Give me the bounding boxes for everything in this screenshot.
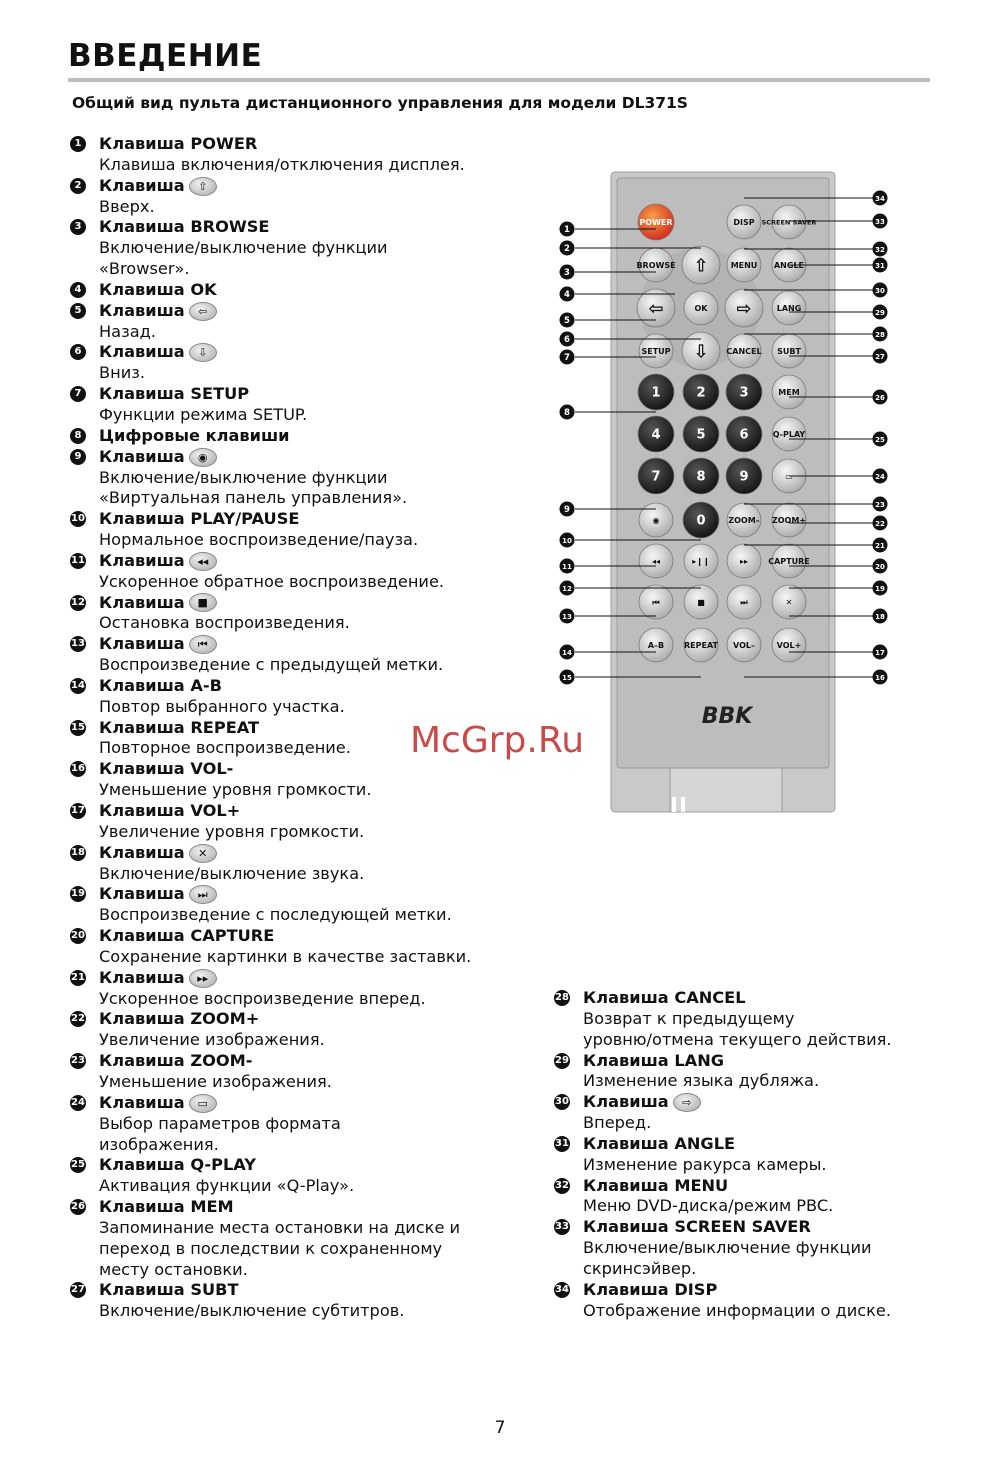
- item-heading: [583, 988, 954, 1009]
- remote-slot-notch: [681, 797, 685, 812]
- remote-button-label: LANG: [776, 303, 802, 313]
- item-heading: [99, 384, 510, 405]
- item-number-badge: 14: [70, 678, 86, 694]
- remote-button-label: 0: [696, 513, 706, 529]
- item-description: Ускоренное обратное воспроизведение.: [99, 571, 445, 591]
- remote-button-label: ▸❙❙: [692, 556, 710, 566]
- remote-button-label: SETUP: [641, 346, 671, 356]
- callout-marker-label: 23: [875, 501, 885, 509]
- item-heading: [99, 509, 510, 530]
- item-description: Меню DVD-диска/режим PBC.: [583, 1196, 834, 1216]
- item-heading-text: Клавиша: [99, 592, 185, 612]
- item-heading-text: Клавиша VOL+: [99, 801, 241, 820]
- key-item: [70, 676, 510, 718]
- key-glyph-icon: ⏮: [189, 635, 217, 654]
- item-heading-text: Клавиша LANG: [583, 1050, 725, 1070]
- item-heading-text: Клавиша CAPTURE: [99, 926, 275, 946]
- item-number-badge: 10: [70, 511, 86, 527]
- remote-button-label: ▸▸: [739, 556, 749, 566]
- item-heading: [99, 634, 510, 655]
- item-heading: [99, 1093, 510, 1114]
- remote-button-label: ZOOM–: [728, 515, 760, 525]
- remote-battery-slot: [670, 768, 782, 812]
- title-rule: [68, 78, 930, 82]
- item-heading: [99, 280, 510, 301]
- item-heading: [99, 176, 510, 197]
- key-glyph-icon: ▭: [189, 1094, 217, 1113]
- item-number-badge: 6: [70, 344, 86, 360]
- callout-marker-label: 8: [564, 408, 570, 418]
- item-heading-text: Клавиша: [99, 967, 185, 987]
- key-glyph-icon: ⇧: [189, 177, 217, 196]
- item-description: Ускоренное воспроизведение вперед.: [99, 988, 426, 1008]
- item-number-badge: 21: [70, 970, 86, 986]
- callout-marker-label: 30: [875, 287, 885, 295]
- page-title: ВВЕДЕНИЕ: [68, 38, 263, 74]
- item-heading: [99, 1051, 510, 1072]
- item-heading: [583, 1092, 954, 1113]
- item-heading-text: Клавиша SETUP: [99, 384, 250, 404]
- item-number-badge: 29: [554, 1053, 570, 1069]
- key-item: [70, 1009, 510, 1051]
- item-description: Назад.: [99, 321, 156, 341]
- remote-button-label: 8: [696, 469, 706, 485]
- item-number-badge: 12: [70, 595, 86, 611]
- key-item: [70, 1197, 510, 1280]
- remote-button-label: BROWSE: [636, 260, 676, 270]
- callout-marker-label: 31: [875, 262, 885, 270]
- key-item: [70, 447, 510, 510]
- item-number-badge: 24: [70, 1095, 86, 1111]
- item-heading-text: Клавиша POWER: [99, 134, 258, 153]
- callout-marker-label: 2: [564, 244, 570, 254]
- remote-button-label: SCREEN SAVER: [761, 218, 817, 227]
- callout-marker-label: 4: [564, 290, 570, 300]
- key-item: [554, 1051, 954, 1093]
- item-description: Воспроизведение с предыдущей метки.: [99, 655, 444, 675]
- item-heading-text: Клавиша CANCEL: [583, 988, 746, 1007]
- item-number-badge: 7: [70, 386, 86, 402]
- callout-marker-label: 11: [562, 563, 572, 571]
- item-number-badge: 34: [554, 1282, 570, 1298]
- item-heading-text: Клавиша SCREEN SAVER: [583, 1217, 811, 1237]
- remote-button-label: 6: [739, 427, 749, 443]
- callout-marker-label: 6: [564, 335, 570, 345]
- item-number-badge: 17: [70, 803, 86, 819]
- item-number-badge: 15: [70, 720, 86, 736]
- watermark: McGrp.Ru: [410, 720, 585, 761]
- item-heading-text: Клавиша OK: [99, 279, 217, 299]
- item-number-badge: 32: [554, 1178, 570, 1194]
- callout-marker-label: 7: [564, 353, 570, 363]
- key-item: [70, 426, 510, 447]
- callout-marker-label: 18: [875, 613, 885, 621]
- remote-button-label: 7: [651, 469, 661, 485]
- item-description: Уменьшение уровня громкости.: [99, 780, 372, 800]
- item-heading: [99, 968, 510, 989]
- item-heading-text: Клавиша Q-PLAY: [99, 1155, 257, 1175]
- key-glyph-icon: ⇨: [673, 1093, 701, 1112]
- remote-button-label: A–B: [647, 640, 665, 650]
- item-heading-text: Клавиша: [99, 1092, 185, 1112]
- item-heading: [583, 1134, 954, 1155]
- item-number-badge: 2: [70, 178, 86, 194]
- remote-button-label: SUBT: [777, 346, 801, 356]
- key-item: [70, 926, 510, 968]
- item-number-badge: 33: [554, 1219, 570, 1235]
- key-glyph-icon: ⇩: [189, 343, 217, 362]
- key-item: [70, 134, 510, 176]
- key-item: [70, 884, 510, 926]
- callout-marker-label: 27: [875, 353, 885, 361]
- item-number-badge: 3: [70, 219, 86, 235]
- item-number-badge: 11: [70, 553, 86, 569]
- remote-button-label: 4: [651, 427, 661, 443]
- callout-marker-label: 26: [875, 394, 885, 402]
- remote-button-label: ANGLE: [773, 260, 805, 270]
- item-heading-text: Клавиша MENU: [583, 1175, 729, 1195]
- item-number-badge: 26: [70, 1199, 86, 1215]
- item-description: Возврат к предыдущему уровню/отмена текущего действия.: [583, 1008, 892, 1049]
- callout-marker-label: 20: [875, 563, 885, 571]
- item-description: Остановка воспроизведения.: [99, 613, 350, 633]
- key-list-right: [554, 988, 954, 1322]
- item-heading-text: Клавиша PLAY/PAUSE: [99, 509, 300, 529]
- item-description: Изменение языка дубляжа.: [583, 1071, 820, 1091]
- callout-marker-label: 33: [875, 218, 885, 226]
- item-heading-text: Клавиша VOL-: [99, 759, 234, 779]
- item-heading: [99, 551, 510, 572]
- remote-button-label: ◂◂: [651, 556, 661, 566]
- item-description: Изменение ракурса камеры.: [583, 1154, 827, 1174]
- callout-marker-label: 21: [875, 542, 885, 550]
- key-item: [70, 280, 510, 301]
- item-heading-text: Клавиша ZOOM-: [99, 1051, 253, 1071]
- item-description: Нормальное воспроизведение/пауза.: [99, 530, 419, 550]
- callout-marker-label: 10: [562, 537, 572, 545]
- item-heading-text: Клавиша: [583, 1092, 669, 1112]
- remote-button-label: VOL+: [776, 640, 802, 650]
- item-description: Включение/выключение звука.: [99, 863, 365, 883]
- item-description: Увеличение уровня громкости.: [99, 821, 365, 841]
- item-number-badge: 16: [70, 761, 86, 777]
- remote-button-label: 9: [739, 469, 749, 485]
- callout-marker-label: 29: [875, 309, 885, 317]
- key-item: [554, 1176, 954, 1218]
- remote-button-label: OK: [694, 303, 708, 313]
- callout-marker-label: 25: [875, 436, 885, 444]
- item-description: Активация функции «Q-Play».: [99, 1176, 355, 1196]
- key-item: [70, 384, 510, 426]
- item-number-badge: 13: [70, 636, 86, 652]
- item-heading-text: Клавиша: [99, 634, 185, 654]
- key-glyph-icon: ◉: [189, 448, 217, 467]
- remote-button-label: DISP: [733, 217, 755, 227]
- key-glyph-icon: ✕: [189, 844, 217, 863]
- item-heading: [99, 759, 510, 780]
- item-heading-text: Клавиша: [99, 842, 185, 862]
- item-description: Вверх.: [99, 196, 155, 216]
- item-description: Включение/выключение функции «Browser».: [99, 238, 388, 279]
- item-heading: [583, 1280, 954, 1301]
- callout-marker-label: 14: [562, 649, 572, 657]
- remote-button-label: ⏭: [740, 597, 748, 607]
- item-number-badge: 27: [70, 1282, 86, 1298]
- item-heading: [99, 447, 510, 468]
- key-item: [70, 801, 510, 843]
- remote-button-label: 3: [739, 385, 749, 401]
- key-item: [554, 1134, 954, 1176]
- item-heading: [99, 1155, 510, 1176]
- remote-button-label: ⏮: [652, 597, 660, 607]
- item-heading-text: Клавиша: [99, 884, 185, 904]
- item-heading: [99, 1280, 510, 1301]
- item-heading-text: Клавиша SUBT: [99, 1280, 239, 1300]
- remote-button-label: Q-PLAY: [772, 429, 806, 439]
- item-number-badge: 19: [70, 886, 86, 902]
- remote-button-label: ▭: [785, 471, 793, 481]
- callout-marker-label: 22: [875, 520, 885, 528]
- item-description: Вниз.: [99, 363, 145, 383]
- item-heading-text: Клавиша: [99, 175, 185, 195]
- item-description: Воспроизведение с последующей метки.: [99, 905, 452, 925]
- item-heading-text: Клавиша: [99, 550, 185, 570]
- callout-marker-label: 34: [875, 195, 885, 203]
- key-item: [70, 593, 510, 635]
- item-heading: [99, 426, 510, 447]
- item-heading: [99, 1009, 510, 1030]
- callout-marker-label: 16: [875, 674, 885, 682]
- item-description: Повтор выбранного участка.: [99, 696, 345, 716]
- remote-button-label: VOL–: [733, 640, 755, 650]
- item-description: Выбор параметров формата изображения.: [99, 1113, 341, 1154]
- item-number-badge: 22: [70, 1011, 86, 1027]
- item-heading: [99, 676, 510, 697]
- key-glyph-icon: ■: [189, 593, 217, 612]
- callout-marker-label: 19: [875, 585, 885, 593]
- remote-button-label: 5: [696, 427, 706, 443]
- callout-marker-label: 13: [562, 613, 572, 621]
- item-heading: [99, 884, 510, 905]
- item-heading-text: Клавиша BROWSE: [99, 217, 270, 237]
- key-glyph-icon: ⇦: [189, 302, 217, 321]
- remote-button-label: ⇩: [693, 341, 709, 363]
- remote-button-label: CANCEL: [726, 346, 762, 356]
- remote-button-label: ◉: [652, 515, 660, 525]
- remote-button-label: POWER: [639, 217, 673, 227]
- item-heading: [99, 1197, 510, 1218]
- item-heading-text: Клавиша MEM: [99, 1197, 234, 1217]
- item-heading: [583, 1217, 954, 1238]
- item-number-badge: 4: [70, 282, 86, 298]
- key-item: [554, 1092, 954, 1134]
- remote-figure: [555, 170, 905, 820]
- key-item: [554, 988, 954, 1051]
- item-description: Запоминание места остановки на диске и переход в последствии к сохраненному месту остановки.: [99, 1217, 461, 1279]
- key-glyph-icon: ⏭: [189, 885, 217, 904]
- item-number-badge: 8: [70, 428, 86, 444]
- item-heading: [99, 134, 510, 155]
- item-heading-text: Клавиша ANGLE: [583, 1133, 736, 1153]
- key-item: [70, 217, 510, 280]
- item-number-badge: 18: [70, 845, 86, 861]
- page-number: 7: [494, 1418, 506, 1438]
- item-number-badge: 31: [554, 1136, 570, 1152]
- remote-button-label: ZOOM+: [771, 515, 807, 525]
- item-number-badge: 1: [70, 136, 86, 152]
- item-description: Сохранение картинки в качестве заставки.: [99, 946, 472, 966]
- key-item: [554, 1217, 954, 1280]
- key-glyph-icon: ▸▸: [189, 969, 217, 988]
- key-item: [70, 759, 510, 801]
- callout-marker-label: 3: [564, 268, 570, 278]
- key-item: [70, 301, 510, 343]
- remote-button-label: ⇨: [736, 298, 752, 320]
- remote-button-label: 1: [651, 385, 661, 401]
- item-heading-text: Клавиша: [99, 300, 185, 320]
- item-heading: [99, 593, 510, 614]
- item-heading-text: Клавиша ZOOM+: [99, 1009, 260, 1029]
- remote-button-label: ⇧: [693, 255, 709, 277]
- callout-marker-label: 1: [564, 225, 570, 235]
- key-item: [70, 1051, 510, 1093]
- item-description: Отображение информации о диске.: [583, 1300, 892, 1320]
- item-number-badge: 20: [70, 928, 86, 944]
- item-heading: [99, 926, 510, 947]
- item-number-badge: 9: [70, 449, 86, 465]
- item-heading-text: Клавиша: [99, 342, 185, 362]
- item-number-badge: 23: [70, 1053, 86, 1069]
- item-number-badge: 30: [554, 1094, 570, 1110]
- key-item: [70, 509, 510, 551]
- remote-button-label: REPEAT: [684, 640, 718, 650]
- callout-marker-label: 5: [564, 316, 570, 326]
- item-heading-text: Клавиша: [99, 446, 185, 466]
- item-description: Включение/выключение функции скринсэйвер.: [583, 1238, 872, 1278]
- item-description: Включение/выключение функции «Виртуальная панель управления».: [99, 467, 408, 508]
- item-heading: [99, 301, 510, 322]
- item-number-badge: 5: [70, 303, 86, 319]
- key-item: [554, 1280, 954, 1322]
- item-heading-text: Клавиша A-B: [99, 675, 222, 695]
- item-heading: [99, 801, 510, 822]
- remote-button-label: ✕: [785, 597, 793, 607]
- remote-button-label: CAPTURE: [768, 556, 810, 566]
- callout-marker-label: 15: [562, 674, 572, 682]
- remote-brand-logo: BBK: [701, 704, 753, 729]
- key-item: [70, 1155, 510, 1197]
- remote-button-label: MENU: [730, 260, 758, 270]
- key-item: [70, 843, 510, 885]
- remote-button-label: MEM: [778, 387, 800, 397]
- item-description: Вперед.: [583, 1113, 652, 1133]
- item-number-badge: 28: [554, 990, 570, 1006]
- item-heading-text: Клавиша REPEAT: [99, 717, 260, 737]
- item-number-badge: 25: [70, 1157, 86, 1173]
- remote-slot-notch: [672, 797, 676, 812]
- key-item: [70, 176, 510, 218]
- remote-button-label: ■: [697, 597, 705, 607]
- item-heading: [99, 843, 510, 864]
- callout-marker-label: 28: [875, 331, 885, 339]
- callout-marker-label: 9: [564, 505, 570, 515]
- item-heading: [99, 342, 510, 363]
- remote-button-label: ⇦: [648, 298, 664, 320]
- key-item: [70, 634, 510, 676]
- callout-marker-label: 12: [562, 585, 572, 593]
- item-heading-text: Цифровые клавиши: [99, 425, 290, 445]
- key-item: [70, 551, 510, 593]
- item-heading: [583, 1176, 954, 1197]
- item-heading-text: Клавиша DISP: [583, 1279, 718, 1299]
- item-description: Увеличение изображения.: [99, 1030, 325, 1050]
- item-heading: [99, 217, 510, 238]
- item-heading: [583, 1051, 954, 1072]
- item-description: Повторное воспроизведение.: [99, 738, 351, 758]
- key-item: [70, 1093, 510, 1156]
- key-item: [70, 968, 510, 1010]
- item-description: Функции режима SETUP.: [99, 404, 308, 424]
- key-item: [70, 342, 510, 384]
- callout-marker-label: 24: [875, 473, 885, 481]
- key-item: [70, 1280, 510, 1322]
- page-subtitle: Общий вид пульта дистанционного управления для модели DL371S: [72, 94, 688, 112]
- item-description: Клавиша включения/отключения дисплея.: [99, 154, 465, 174]
- remote-control-diagram: [555, 170, 905, 820]
- item-description: Включение/выключение субтитров.: [99, 1301, 405, 1321]
- callout-marker-label: 32: [875, 246, 885, 254]
- remote-button-label: 2: [696, 385, 706, 401]
- callout-marker-label: 17: [875, 649, 885, 657]
- item-description: Уменьшение изображения.: [99, 1071, 332, 1091]
- key-glyph-icon: ◂◂: [189, 552, 217, 571]
